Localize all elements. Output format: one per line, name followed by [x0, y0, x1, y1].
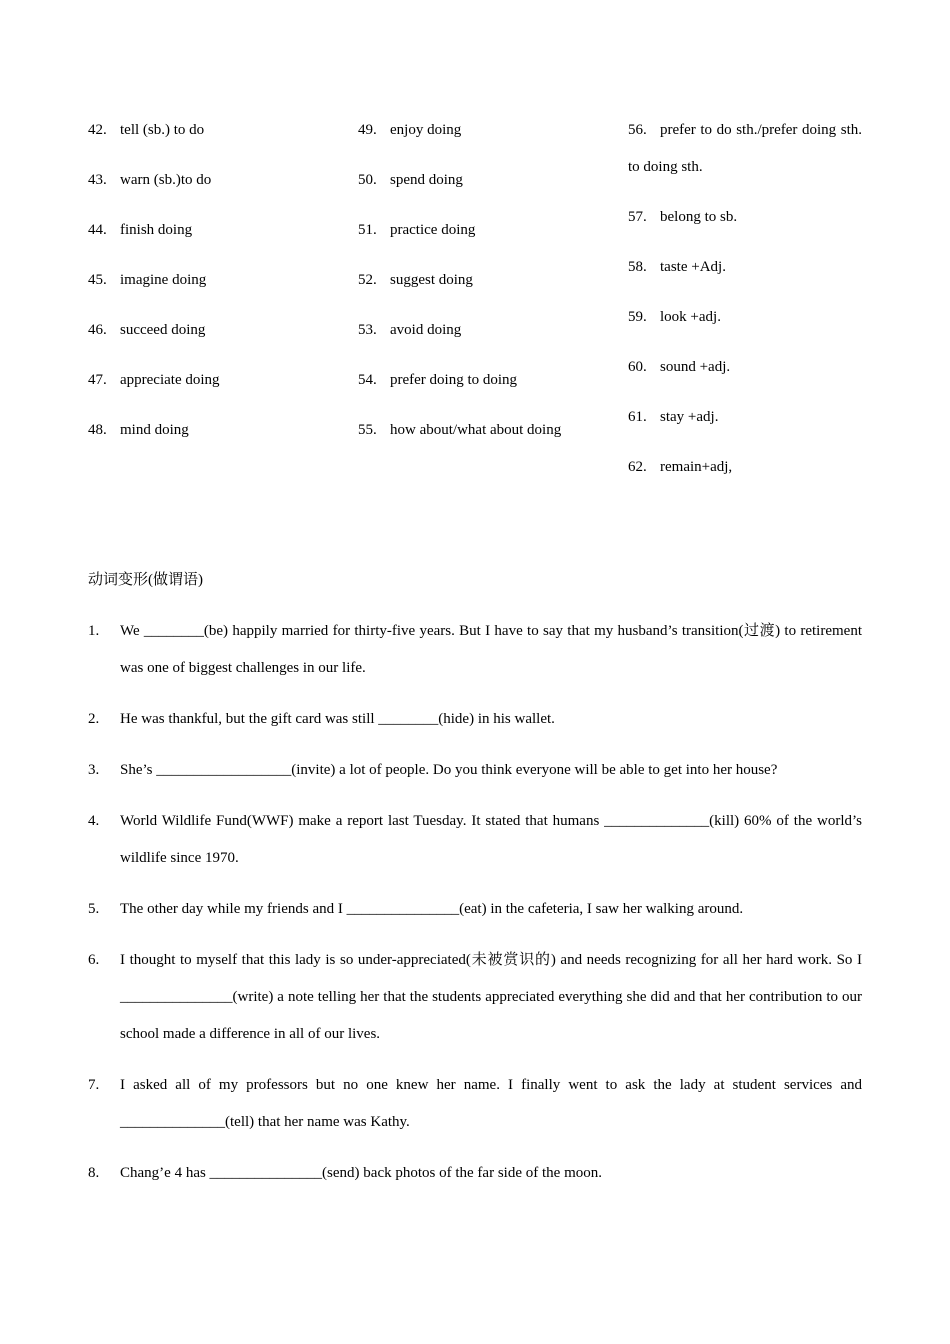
- phrase-item: [628, 349, 862, 386]
- item-number: 46.: [88, 322, 107, 338]
- item-text: practice doing: [390, 222, 476, 238]
- item-number: 51.: [358, 222, 377, 238]
- item-text: tell (sb.) to do: [120, 122, 205, 138]
- item-number: 42.: [88, 122, 107, 138]
- exercise-text: She’s __________________(invite) a lot of people. Do you think everyone will be able to get into her house?: [120, 762, 778, 778]
- phrase-item: [358, 162, 628, 199]
- item-number: 61.: [628, 409, 647, 425]
- phrase-item: [88, 412, 358, 449]
- exercise-item: [88, 613, 862, 687]
- item-number: 43.: [88, 172, 107, 188]
- exercise-text: World Wildlife Fund(WWF) make a report last Tuesday. It stated that humans ______________(kill) 60% of the world’s wildlife since 1970.: [120, 813, 862, 866]
- phrase-item: [628, 399, 862, 436]
- exercise-number: 1.: [88, 623, 100, 639]
- item-text: appreciate doing: [120, 372, 220, 388]
- item-text: warn (sb.)to do: [120, 172, 212, 188]
- exercise-item: [88, 752, 862, 789]
- item-number: 50.: [358, 172, 377, 188]
- exercise-item: [88, 891, 862, 928]
- item-number: 45.: [88, 272, 107, 288]
- item-number: 62.: [628, 459, 647, 475]
- item-text: mind doing: [120, 422, 189, 438]
- phrase-item: [88, 112, 358, 149]
- item-number: 53.: [358, 322, 377, 338]
- item-text: how about/what about doing: [390, 422, 562, 438]
- item-number: 52.: [358, 272, 377, 288]
- item-text: remain+adj,: [660, 459, 733, 475]
- item-number: 54.: [358, 372, 377, 388]
- phrase-item: [358, 312, 628, 349]
- item-text: enjoy doing: [390, 122, 462, 138]
- phrase-item: [358, 112, 628, 149]
- item-number: 56.: [628, 122, 647, 138]
- exercise-number: 7.: [88, 1077, 100, 1093]
- phrase-item: [358, 362, 628, 399]
- item-number: 48.: [88, 422, 107, 438]
- item-number: 59.: [628, 309, 647, 325]
- phrase-item: [358, 212, 628, 249]
- item-text: belong to sb.: [660, 209, 738, 225]
- item-number: 60.: [628, 359, 647, 375]
- item-text: avoid doing: [390, 322, 462, 338]
- exercise-item: [88, 1067, 862, 1141]
- item-number: 58.: [628, 259, 647, 275]
- item-text: succeed doing: [120, 322, 206, 338]
- phrase-item: [358, 262, 628, 299]
- exercise-item: [88, 942, 862, 1053]
- exercise-number: 8.: [88, 1165, 100, 1181]
- exercise-item: [88, 1155, 862, 1192]
- exercise-number: 6.: [88, 952, 100, 968]
- item-text: prefer doing to doing: [390, 372, 518, 388]
- item-text: spend doing: [390, 172, 463, 188]
- exercise-text: He was thankful, but the gift card was still ________(hide) in his wallet.: [120, 711, 555, 727]
- exercise-text: Chang’e 4 has _______________(send) back photos of the far side of the moon.: [120, 1165, 602, 1181]
- phrase-item: [88, 362, 358, 399]
- exercise-text: I thought to myself that this lady is so under-appreciated(未被赏识的) and needs recognizing for all her hard work. So I _______________(write) a note telling her that the students appreciated everything she did and that her contribution to our school made a difference in all of our lives.: [120, 952, 862, 1042]
- exercise-text: We ________(be) happily married for thirty-five years. But I have to say that my husband’s transition(过渡) to retirement was one of biggest challenges in our life.: [120, 623, 862, 676]
- item-number: 55.: [358, 422, 377, 438]
- phrase-item: [358, 412, 628, 449]
- exercise-item: [88, 701, 862, 738]
- section-title: 动词变形(做谓语): [88, 572, 203, 588]
- phrase-column-2: [358, 112, 628, 462]
- phrase-item: [628, 449, 862, 486]
- phrase-item: [628, 199, 862, 236]
- exercise-text: The other day while my friends and I _______________(eat) in the cafeteria, I saw her walking around.: [120, 901, 744, 917]
- item-text: finish doing: [120, 222, 193, 238]
- exercise-list: [88, 613, 862, 1192]
- item-text: taste +Adj.: [660, 259, 726, 275]
- item-number: 44.: [88, 222, 107, 238]
- phrase-item: [88, 312, 358, 349]
- item-number: 57.: [628, 209, 647, 225]
- phrase-column-3: [628, 112, 862, 499]
- item-number: 49.: [358, 122, 377, 138]
- phrase-item: [88, 212, 358, 249]
- phrase-item: [628, 249, 862, 286]
- exercise-number: 4.: [88, 813, 100, 829]
- exercise-item: [88, 803, 862, 877]
- item-number: 47.: [88, 372, 107, 388]
- exercise-number: 3.: [88, 762, 100, 778]
- phrase-list: [88, 112, 862, 499]
- exercise-number: 2.: [88, 711, 100, 727]
- phrase-item: [628, 112, 862, 186]
- exercise-number: 5.: [88, 901, 100, 917]
- item-text: sound +adj.: [660, 359, 731, 375]
- item-text: prefer to do sth./prefer doing sth. to doing sth.: [628, 122, 862, 175]
- item-text: look +adj.: [660, 309, 721, 325]
- item-text: suggest doing: [390, 272, 473, 288]
- item-text: imagine doing: [120, 272, 207, 288]
- phrase-item: [88, 262, 358, 299]
- exercise-text: I asked all of my professors but no one knew her name. I finally went to ask the lady at student services and ______________(tell) that her name was Kathy.: [120, 1077, 862, 1130]
- phrase-item: [88, 162, 358, 199]
- phrase-column-1: [88, 112, 358, 462]
- phrase-item: [628, 299, 862, 336]
- item-text: stay +adj.: [660, 409, 719, 425]
